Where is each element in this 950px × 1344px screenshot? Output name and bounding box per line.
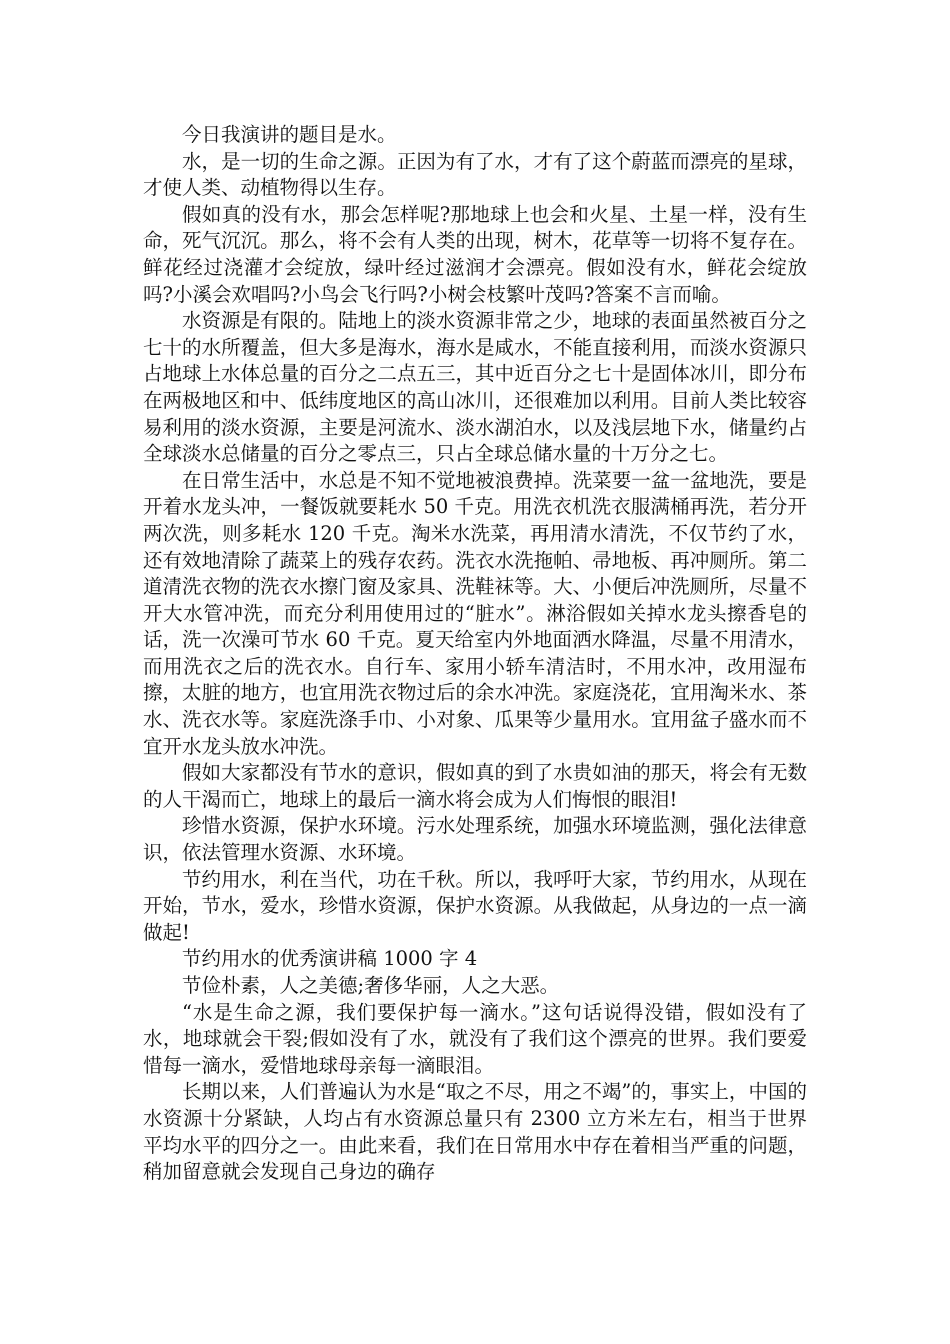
section-heading: 节约用水的优秀演讲稿 1000 字 4 <box>182 947 478 971</box>
paragraph: 在日常生活中，水总是不知不觉地被浪费掉。洗菜要一盆一盆地洗，要是开着水龙头冲，一餐饭就要耗水 50 千克。用洗衣机洗衣服满桶再洗，若分开两次洗，则多耗水 120 千克。淘米水洗菜，再用清水清洗，不仅节约了水，还有效地清除了蔬菜上的残存农药。洗衣水洗拖帕、帚地板、再冲厕所。第二道清洗衣物的洗衣水擦门窗及家具、洗鞋袜等。大、小便后冲洗厕所，尽量不开大水管冲洗，而充分利用使用过的“脏水”。淋浴假如关掉水龙头擦香皂的话，洗一次澡可节水 60 千克。夏天给室内外地面洒水降温，尽量不用清水，而用洗衣之后的洗衣水。自行车、家用小轿车清洁时，不用水冲，改用湿布擦，太脏的地方，也宜用洗衣物过后的余水冲洗。家庭浇花，宜用淘米水、茶水、洗衣水等。家庭洗涤手巾、小对象、瓜果等少量用水。宜用盆子盛水而不宜开水龙头放水冲洗。 <box>143 468 807 758</box>
paragraph: 节约用水，利在当代，功在千秋。所以，我呼吁大家，节约用水，从现在开始，节水，爱水，珍惜水资源，保护水资源。从我做起，从身边的一点一滴做起! <box>143 867 807 944</box>
paragraph: 珍惜水资源，保护水环境。污水处理系统，加强水环境监测，强化法律意识，依法管理水资源、水环境。 <box>143 814 807 865</box>
paragraph: 长期以来，人们普遍认为水是“取之不尽，用之不竭”的，事实上，中国的水资源十分紧缺，人均占有水资源总量只有 2300 立方米左右，相当于世界平均水平的四分之一。由此来看，我们在日常用水中存在着相当严重的问题，稍加留意就会发现自己身边的确存 <box>143 1080 807 1184</box>
document-body <box>143 122 807 1186</box>
paragraph: 假如大家都没有节水的意识，假如真的到了水贵如油的那天，将会有无数的人干渴而亡，地球上的最后一滴水将会成为人们悔恨的眼泪! <box>143 761 807 811</box>
paragraph: 节俭朴素，人之美德;奢侈华丽，人之大恶。 <box>182 974 560 997</box>
paragraph: “水是生命之源，我们要保护每一滴水。”这句话说得没错，假如没有了水，地球就会干裂;假如没有了水，就没有了我们这个漂亮的世界。我们要爱惜每一滴水，爱惜地球母亲每一滴眼泪。 <box>143 1000 807 1077</box>
paragraph: 假如真的没有水，那会怎样呢?那地球上也会和火星、土星一样，没有生命，死气沉沉。那么，将不会有人类的出现，树木，花草等一切将不复存在。鲜花经过浇灌才会绽放，绿叶经过滋润才会漂亮。假如没有水，鲜花会绽放吗?小溪会欢唱吗?小鸟会飞行吗?小树会枝繁叶茂吗?答案不言而喻。 <box>143 202 807 306</box>
paragraph: 水资源是有限的。陆地上的淡水资源非常之少，地球的表面虽然被百分之七十的水所覆盖，但大多是海水，海水是咸水，不能直接利用，而淡水资源只占地球上水体总量的百分之二点五三，其中近百分之七十是固体冰川，即分布在两极地区和中、低纬度地区的高山冰川，还很难加以利用。目前人类比较容易利用的淡水资源，主要是河流水、淡水湖泊水，以及浅层地下水，储量约占全球淡水总储量的百分之零点三，只占全球总储水量的十万分之七。 <box>143 309 807 466</box>
paragraph: 今日我演讲的题目是水。 <box>182 123 397 146</box>
paragraph: 水，是一切的生命之源。正因为有了水，才有了这个蔚蓝而漂亮的星球，才使人类、动植物得以生存。 <box>143 149 807 200</box>
